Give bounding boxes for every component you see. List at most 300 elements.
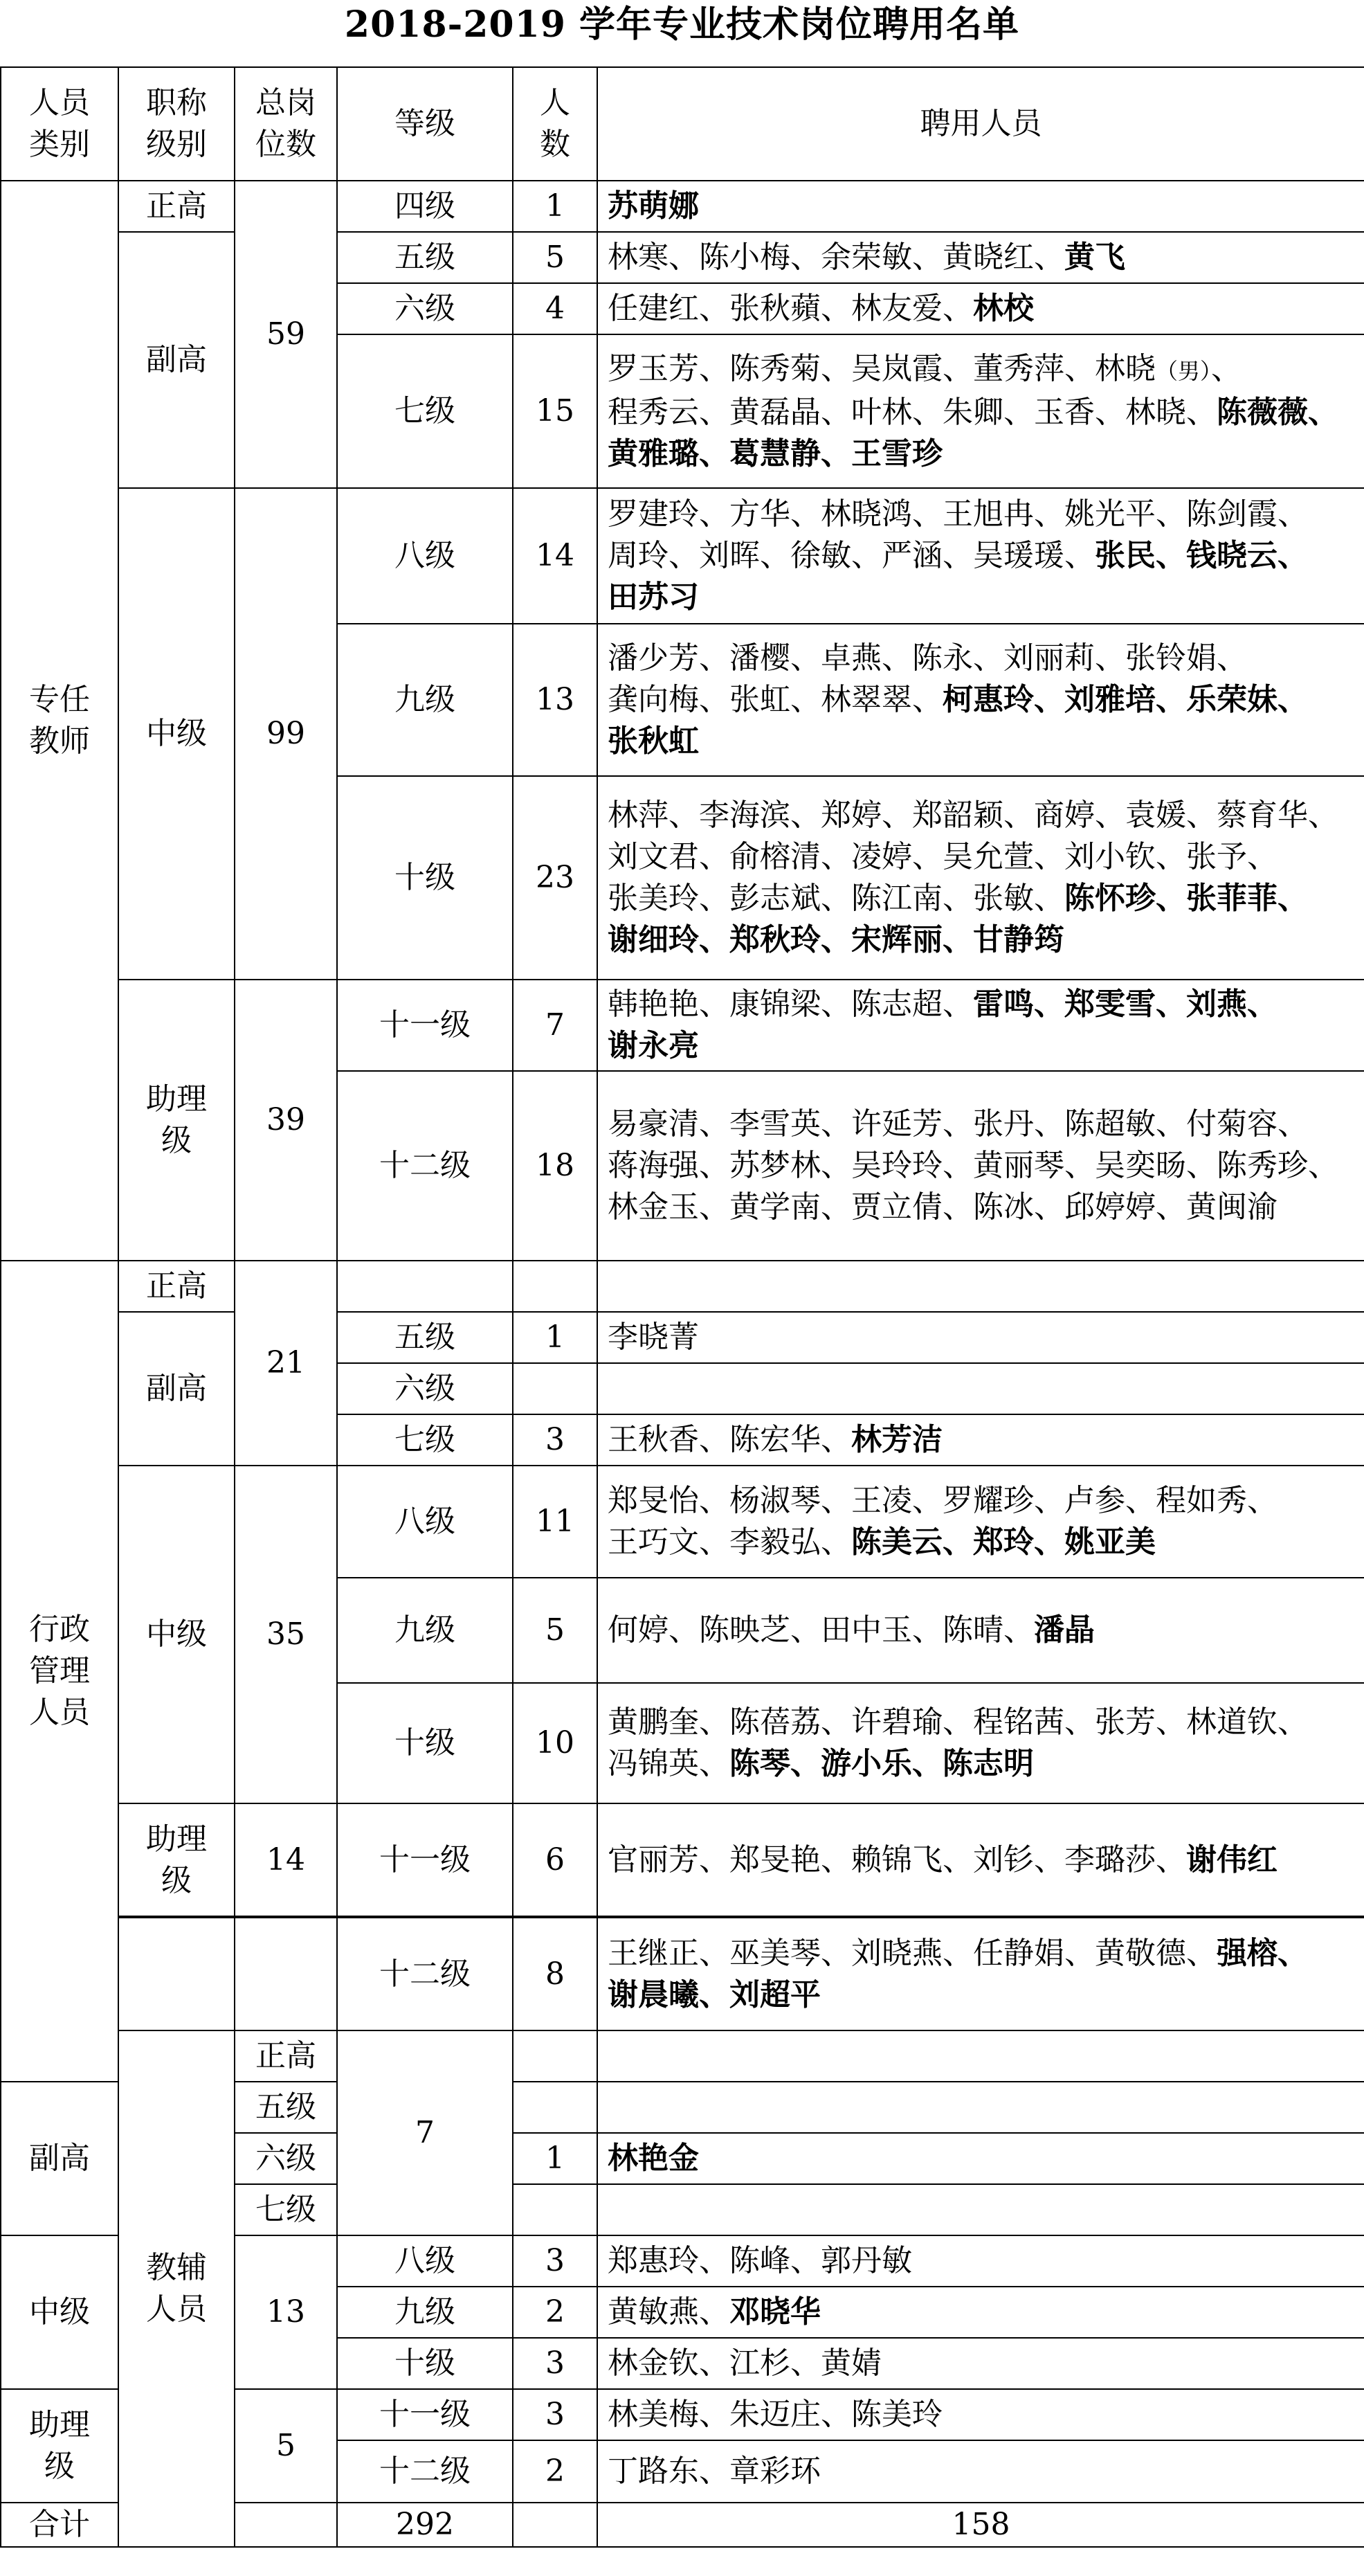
header-count: [513, 67, 597, 181]
people-cell: [597, 232, 1364, 283]
person-name: 袁媛、: [1125, 798, 1217, 833]
level-cell: [513, 2030, 597, 2082]
name-text: 陈超敏: [1064, 1106, 1156, 1142]
name-text: 凌婷: [851, 839, 912, 874]
total-rank-cell: [235, 2503, 337, 2547]
rank-cell: [118, 1917, 235, 2030]
name-text: 陈宏华: [729, 1422, 821, 1457]
table-row: [1, 232, 1364, 283]
person-name: 贾立倩、: [851, 1189, 973, 1225]
name-text: 陈剑霞: [1186, 496, 1277, 532]
level-cell: [337, 1261, 513, 1312]
name-text: 易豪清: [608, 1106, 699, 1142]
name-text: 谢永亮: [608, 1028, 699, 1063]
name-text: 钱晓云: [1186, 538, 1277, 573]
count-cell: 11: [513, 1466, 597, 1578]
name-text: 袁媛: [1125, 798, 1186, 833]
person-name: 周玲、: [608, 538, 699, 573]
name-text: 陈美玲: [851, 2397, 943, 2432]
person-name: 陈秀菊、: [729, 350, 851, 386]
person-name: 付菊容、: [1186, 1106, 1308, 1142]
person-name: 陈江南、: [851, 881, 973, 916]
name-text: 吴瑗瑗: [973, 538, 1064, 573]
name-text: 吴奕旸: [1095, 1148, 1186, 1183]
name-text: 罗建玲: [608, 496, 699, 532]
person-name: 商婷、: [1034, 798, 1125, 833]
person-name: [608, 188, 699, 224]
level-cell: 十二级: [337, 1071, 513, 1261]
header-category: [1, 67, 118, 181]
total-admin-assistant: 14: [235, 1803, 337, 1917]
level-cell: 五级: [337, 1312, 513, 1363]
label-line: 类别: [29, 127, 90, 162]
name-text: 江杉: [729, 2345, 790, 2381]
rank-intermediate: 中级: [1, 2235, 118, 2389]
level-cell: 十级: [337, 1683, 513, 1803]
people-cell: [597, 2082, 1364, 2133]
name-text: 潘樱: [729, 640, 790, 676]
person-name: 林晓（男）、: [1095, 350, 1242, 386]
name-text: 任建红: [608, 291, 699, 326]
label-line: 级: [44, 2449, 75, 2484]
name-text: 刘文君: [608, 839, 699, 874]
person-name: [608, 723, 699, 759]
name-text: 王巧文: [608, 1524, 699, 1560]
name-text: 巫美琴: [729, 1935, 821, 1971]
count-cell: 2: [513, 2287, 597, 2338]
person-name: 姚光平、: [1064, 496, 1186, 532]
person-name: [1186, 1842, 1277, 1877]
name-note: （男）: [1156, 357, 1212, 384]
level-cell: 六级: [235, 2133, 337, 2184]
person-name: 陈薇薇、: [1217, 394, 1338, 430]
person-name: [1186, 1189, 1277, 1225]
grand-total-count: 158: [597, 2503, 1364, 2547]
person-name: 田中玉、: [821, 1612, 943, 1648]
name-text: 李雪英: [729, 1106, 821, 1142]
person-name: 卓燕、: [821, 640, 912, 676]
person-name: 潘樱、: [729, 640, 821, 676]
name-text: 葛慧静: [729, 435, 821, 471]
name-text: 赖锦飞: [851, 1841, 943, 1877]
name-text: 吴玲玲: [851, 1148, 943, 1183]
person-name: 王巧文、: [608, 1524, 729, 1560]
people-cell: [597, 1363, 1364, 1414]
name-text: 陈映芝: [699, 1612, 790, 1648]
count-cell: 10: [513, 1683, 597, 1803]
name-text: 许碧瑜: [851, 1704, 943, 1740]
name-text: 杨淑琴: [729, 1483, 821, 1518]
name-text: 苏萌娜: [608, 188, 699, 224]
name-text: 王雪珍: [851, 435, 943, 471]
header-row: [1, 67, 1364, 181]
count-cell: 1: [513, 2133, 597, 2184]
person-name: 李海滨、: [699, 798, 821, 833]
level-cell: 十二级: [337, 1917, 513, 2030]
level-cell: 七级: [337, 1414, 513, 1466]
person-name: 吴玲玲、: [851, 1148, 973, 1183]
appointment-table: [0, 66, 1364, 2548]
count-cell: [513, 1261, 597, 1312]
person-name: 苏梦林、: [729, 1148, 851, 1183]
person-name: 陈宏华、: [729, 1422, 851, 1457]
level-cell: 十级: [337, 776, 513, 980]
person-name: 雷鸣、: [973, 987, 1064, 1022]
name-text: 王秋香: [608, 1422, 699, 1457]
person-name: [729, 1977, 821, 2012]
name-text: 苏梦林: [729, 1148, 821, 1183]
person-name: [821, 2243, 912, 2278]
name-text: 陈蓓荔: [729, 1704, 821, 1740]
name-text: 卢参: [1064, 1483, 1125, 1518]
person-name: 张民、: [1095, 538, 1186, 573]
person-name: 林美梅、: [608, 2397, 729, 2432]
person-name: 程秀云、: [608, 394, 729, 430]
person-name: [973, 291, 1034, 326]
name-text: 黄飞: [1064, 240, 1125, 275]
name-text: 黄晓红: [943, 240, 1034, 275]
name-text: 黄学南: [729, 1189, 821, 1225]
name-text: 谢晨曦: [608, 1976, 699, 2012]
rank-assistant: [118, 980, 235, 1261]
name-text: 林金玉: [608, 1189, 699, 1225]
count-cell: 1: [513, 181, 597, 232]
label-line: 教辅: [146, 2250, 207, 2285]
name-text: 邱婷婷: [1064, 1189, 1156, 1225]
person-name: 朱卿、: [943, 394, 1034, 430]
name-text: 林晓: [1125, 394, 1186, 430]
group-support: [118, 2030, 235, 2547]
person-name: 凌婷、: [851, 839, 943, 874]
person-name: 杨淑琴、: [729, 1483, 851, 1518]
people-cell: [597, 2338, 1364, 2389]
person-name: [851, 2397, 943, 2432]
label-line: 数: [540, 127, 570, 162]
rank-senior: 正高: [118, 1261, 235, 1312]
name-text: 李毅弘: [729, 1524, 821, 1560]
person-name: 张铃娟、: [1125, 640, 1247, 676]
table-row: [1, 1261, 1364, 1312]
name-text: 陈冰: [973, 1189, 1034, 1225]
person-name: 陈冰、: [973, 1189, 1064, 1225]
people-cell: [597, 1578, 1364, 1683]
person-name: [1034, 1612, 1095, 1648]
label-line: 职称: [146, 85, 207, 120]
person-name: 刘小钦、: [1064, 839, 1186, 874]
name-text: 郑惠玲: [608, 2243, 699, 2278]
name-text: 林美梅: [608, 2397, 699, 2432]
person-name: 黄学南、: [729, 1189, 851, 1225]
count-cell: [513, 1363, 597, 1414]
name-text: 林晓: [1095, 350, 1156, 386]
person-name: 黄晓红、: [943, 240, 1064, 275]
person-name: 陈怀珍、: [1064, 881, 1186, 916]
person-name: 李毅弘、: [729, 1524, 851, 1560]
label-line: 管理: [29, 1653, 90, 1688]
count-cell: [597, 2030, 1364, 2082]
level-cell: 五级: [337, 232, 513, 283]
name-text: 游小乐: [821, 1746, 912, 1781]
name-text: 许延芳: [851, 1106, 943, 1142]
name-text: 黄闽渝: [1186, 1189, 1277, 1225]
person-name: [1064, 1524, 1156, 1560]
person-name: [943, 1746, 1034, 1781]
count-cell: 13: [513, 624, 597, 776]
person-name: 彭志斌、: [729, 881, 851, 916]
name-text: 潘少芳: [608, 640, 699, 676]
name-text: 姚光平: [1064, 496, 1156, 532]
name-text: 官丽芳: [608, 1841, 699, 1877]
person-name: 程铭茜、: [973, 1704, 1095, 1740]
person-name: 张予、: [1186, 839, 1277, 874]
person-name: 林翠翠、: [821, 682, 943, 717]
count-cell: [513, 2184, 597, 2235]
total-admin-intermediate: 35: [235, 1466, 337, 1803]
person-name: 李雪英、: [729, 1106, 851, 1142]
table-row: [1, 488, 1364, 624]
person-name: [729, 2294, 821, 2330]
name-text: 林艳金: [608, 2141, 699, 2176]
name-text: 张虹: [729, 682, 790, 717]
people-cell: [597, 488, 1364, 624]
table-row: [1, 1803, 1364, 1917]
person-name: 陈晴、: [943, 1612, 1034, 1648]
name-text: 李璐莎: [1064, 1841, 1156, 1877]
people-cell: [597, 2235, 1364, 2287]
person-name: 林金玉、: [608, 1189, 729, 1225]
label-line: 助理: [146, 1821, 207, 1857]
person-name: 何婷、: [608, 1612, 699, 1648]
people-cell: [597, 334, 1364, 488]
name-text: 乐荣妹: [1186, 682, 1277, 717]
count-cell: 3: [513, 2389, 597, 2440]
people-cell: [597, 181, 1364, 232]
name-text: 罗玉芳: [608, 350, 699, 386]
person-name: 陈美云、: [851, 1524, 973, 1560]
header-level: 等级: [337, 67, 513, 181]
name-text: 黄雅璐: [608, 435, 699, 471]
level-cell: 七级: [235, 2184, 337, 2235]
person-name: 刘燕、: [1186, 987, 1277, 1022]
name-text: 蔡育华: [1217, 798, 1308, 833]
level-cell: 六级: [337, 1363, 513, 1414]
rank-associate: 副高: [118, 1312, 235, 1466]
person-name: 张美玲、: [608, 881, 729, 916]
label-line: 总岗: [255, 85, 316, 120]
name-text: 郭丹敏: [821, 2243, 912, 2278]
person-name: 陈峰、: [729, 2243, 821, 2278]
name-text: 王旭冉: [943, 496, 1034, 532]
level-cell: 九级: [337, 2287, 513, 2338]
level-cell: 十一级: [337, 980, 513, 1071]
person-name: 许碧瑜、: [851, 1704, 973, 1740]
person-name: 康锦梁、: [729, 987, 851, 1022]
person-name: 郑雯雪、: [1064, 987, 1186, 1022]
name-text: 郑旻怡: [608, 1483, 699, 1518]
person-name: 林友爱、: [851, 291, 973, 326]
name-text: 林金钦: [608, 2345, 699, 2381]
person-name: 方华、: [729, 496, 821, 532]
name-text: 刘钐: [973, 1841, 1034, 1877]
level-cell: 十级: [337, 2338, 513, 2389]
count-cell: 8: [513, 1917, 597, 2030]
header-total: [235, 67, 337, 181]
person-name: 俞榕清、: [729, 839, 851, 874]
name-text: 林芳洁: [851, 1422, 943, 1457]
person-name: 董秀萍、: [973, 350, 1095, 386]
name-text: 郑韶颖: [912, 798, 1003, 833]
name-text: 张秋蘋: [729, 291, 821, 326]
name-text: 周玲: [608, 538, 669, 573]
person-name: 宋辉丽、: [851, 922, 973, 957]
name-text: 贾立倩: [851, 1189, 943, 1225]
count-cell: 7: [513, 980, 597, 1071]
total-support-senior: 7: [337, 2030, 513, 2235]
name-text: 康锦梁: [729, 987, 821, 1022]
name-text: 程秀云: [608, 394, 699, 430]
person-name: 郑玲、: [973, 1524, 1064, 1560]
table-row: [1, 1917, 1364, 2030]
name-text: 徐敏: [790, 538, 851, 573]
person-name: [1064, 240, 1125, 275]
grand-total-positions: 292: [337, 2503, 513, 2547]
person-name: 郑惠玲、: [608, 2243, 729, 2278]
person-name: 严涵、: [882, 538, 973, 573]
label-line: 人员: [29, 85, 90, 120]
name-text: 吴岚霞: [851, 350, 943, 386]
person-name: [851, 1422, 943, 1457]
group-admin: [1, 1261, 118, 2082]
name-text: 王凌: [851, 1483, 912, 1518]
person-name: 林金钦、: [608, 2345, 729, 2381]
name-text: 陈晴: [943, 1612, 1003, 1648]
group-teachers: [1, 181, 118, 1261]
person-name: 张丹、: [973, 1106, 1064, 1142]
rank-intermediate: 中级: [118, 1466, 235, 1803]
person-name: [608, 1028, 699, 1063]
person-name: 卢参、: [1064, 1483, 1156, 1518]
label-line: 人员: [146, 2291, 207, 2327]
rank-assistant: [1, 2389, 118, 2503]
label-line: 级: [161, 1123, 192, 1158]
people-cell: [597, 1466, 1364, 1578]
count-cell: [513, 2082, 597, 2133]
name-text: 李海滨: [699, 798, 790, 833]
name-text: 章彩环: [729, 2453, 821, 2489]
name-text: 姚亚美: [1064, 1524, 1156, 1560]
person-name: 郑婷、: [821, 798, 912, 833]
name-text: 林友爱: [851, 291, 943, 326]
level-cell: 十一级: [337, 2389, 513, 2440]
person-name: 邱婷婷、: [1064, 1189, 1186, 1225]
name-text: 卓燕: [821, 640, 882, 676]
count-cell: 14: [513, 488, 597, 624]
person-name: 陈小梅、: [699, 240, 821, 275]
person-name: 罗耀珍、: [943, 1483, 1064, 1518]
person-name: 罗玉芳、: [608, 350, 729, 386]
name-text: 陈江南: [851, 881, 943, 916]
name-text: 郑玲: [973, 1524, 1034, 1560]
name-text: 刘晖: [699, 538, 760, 573]
name-text: 陈秀菊: [729, 350, 821, 386]
table-row: [1, 1466, 1364, 1578]
name-text: 谢细玲: [608, 922, 699, 957]
people-cell: [597, 980, 1364, 1071]
person-name: [973, 922, 1064, 957]
person-name: 郑韶颖、: [912, 798, 1034, 833]
level-cell: 五级: [235, 2082, 337, 2133]
name-text: 张敏: [973, 881, 1034, 916]
count-cell: 5: [513, 1578, 597, 1683]
person-name: 官丽芳、: [608, 1841, 729, 1877]
person-name: 黄丽琴、: [973, 1148, 1095, 1183]
person-name: 蔡育华、: [1217, 798, 1338, 833]
name-text: 谢伟红: [1186, 1841, 1277, 1877]
person-name: 陈琴、: [729, 1746, 821, 1781]
person-name: 丁路东、: [608, 2453, 729, 2489]
count-cell: 3: [513, 1414, 597, 1466]
level-cell: 八级: [337, 488, 513, 624]
name-text: 丁路东: [608, 2453, 699, 2489]
person-name: 林萍、: [608, 798, 699, 833]
rank-assistant: [118, 1803, 235, 1917]
person-name: 陈秀珍、: [1217, 1148, 1338, 1183]
person-name: 黄敏燕、: [608, 2294, 729, 2330]
level-cell: 十一级: [337, 1803, 513, 1917]
person-name: 余荣敏、: [821, 240, 943, 275]
person-name: 叶林、: [851, 394, 943, 430]
name-text: 宋辉丽: [851, 922, 943, 957]
person-name: 朱迈庄、: [729, 2397, 851, 2432]
name-text: 张菲菲: [1186, 881, 1277, 916]
name-text: 张铃娟: [1125, 640, 1217, 676]
person-name: 王旭冉、: [943, 496, 1064, 532]
label-line: 级别: [146, 127, 207, 162]
name-text: 甘静筠: [973, 922, 1064, 957]
person-name: 郑旻艳、: [729, 1841, 851, 1877]
total-support-intermediate: 13: [235, 2235, 337, 2389]
name-text: 林晓鸿: [821, 496, 912, 532]
name-text: 邓晓华: [729, 2294, 821, 2330]
rank-senior: 正高: [235, 2030, 337, 2082]
person-name: 郑旻怡、: [608, 1483, 729, 1518]
person-name: 陈永、: [912, 640, 1003, 676]
name-text: 郑旻艳: [729, 1841, 821, 1877]
level-cell: 十二级: [337, 2440, 513, 2503]
person-name: 刘雅培、: [1064, 682, 1186, 717]
count-cell: 15: [513, 334, 597, 488]
name-text: 何婷: [608, 1612, 669, 1648]
label-line: 人员: [29, 1695, 90, 1730]
name-text: 韩艳艳: [608, 987, 699, 1022]
total-teachers-intermediate: 99: [235, 488, 337, 980]
people-cell: [597, 1312, 1364, 1363]
person-name: 葛慧静、: [729, 435, 851, 471]
person-name: 张菲菲、: [1186, 881, 1308, 916]
name-text: 张民: [1095, 538, 1156, 573]
count-cell: 3: [513, 2338, 597, 2389]
name-text: 黄丽琴: [973, 1148, 1064, 1183]
name-text: 刘晓燕: [851, 1935, 943, 1971]
person-name: 郑秋玲、: [729, 922, 851, 957]
name-text: 龚向梅: [608, 682, 699, 717]
person-name: 赖锦飞、: [851, 1841, 973, 1877]
name-text: 刘雅培: [1064, 682, 1156, 717]
name-text: 彭志斌: [729, 881, 821, 916]
name-text: 程铭茜: [973, 1704, 1064, 1740]
name-text: 任静娟: [973, 1935, 1064, 1971]
people-cell: [597, 2184, 1364, 2235]
